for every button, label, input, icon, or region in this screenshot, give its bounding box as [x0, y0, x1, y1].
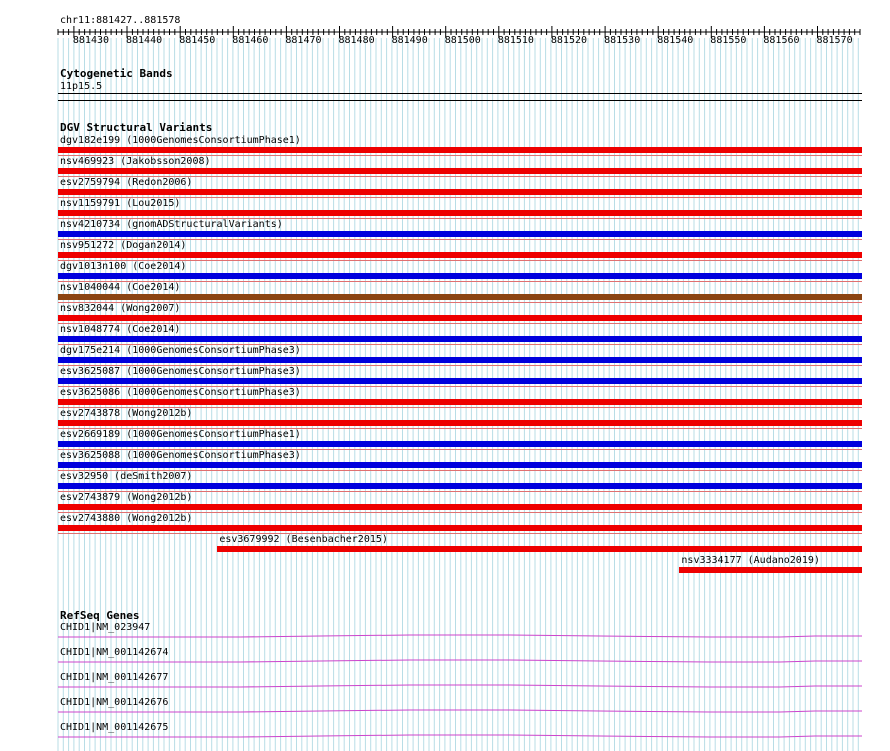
gene-label[interactable]: CHID1|NM_001142675	[60, 722, 169, 733]
cytoband-line-bottom	[58, 100, 862, 101]
ruler-tick-label: 881520	[550, 35, 588, 46]
ruler-tick-label: 881460	[232, 35, 269, 46]
variant-label[interactable]: nsv469923 (Jakobsson2008)	[60, 156, 211, 167]
variant-bar[interactable]	[58, 231, 862, 237]
variant-label[interactable]: esv3679992 (Besenbacher2015)	[219, 534, 388, 545]
gene-model[interactable]	[0, 733, 890, 741]
ruler-tick-label: 881480	[338, 35, 375, 46]
ruler-tick-label: 881490	[391, 35, 428, 46]
variant-label[interactable]: esv2743880 (Wong2012b)	[60, 513, 193, 524]
ruler-tick-label: 881440	[126, 35, 163, 46]
variant-bar[interactable]	[58, 441, 862, 447]
ruler-tick-label: 881470	[285, 35, 322, 46]
variant-bar[interactable]	[217, 546, 862, 552]
variant-bar[interactable]	[58, 273, 862, 279]
variant-bar[interactable]	[58, 399, 862, 405]
variant-bar[interactable]	[58, 420, 862, 426]
ruler-tick-label: 881510	[497, 35, 534, 46]
gene-intron-line	[58, 735, 862, 737]
gene-model[interactable]	[0, 658, 890, 666]
ruler-tick-label: 881550	[710, 35, 747, 46]
variant-label[interactable]: esv3625086 (1000GenomesConsortiumPhase3)	[60, 387, 301, 398]
variant-bar[interactable]	[58, 525, 862, 531]
ruler-tick-label: 881560	[763, 35, 800, 46]
variant-bar[interactable]	[58, 210, 862, 216]
ruler-tick-label: 881450	[179, 35, 216, 46]
variant-bar[interactable]	[58, 168, 862, 174]
variant-bar[interactable]	[58, 483, 862, 489]
variant-bar[interactable]	[58, 357, 862, 363]
ruler-tick-label: 881570	[816, 35, 853, 46]
gene-model[interactable]	[0, 683, 890, 691]
variant-row-divider	[58, 533, 862, 534]
variant-label[interactable]: nsv951272 (Dogan2014)	[60, 240, 187, 251]
dgv-track-title: DGV Structural Variants	[60, 121, 213, 134]
variant-bar[interactable]	[58, 336, 862, 342]
gene-model[interactable]	[0, 633, 890, 641]
gene-model[interactable]	[0, 708, 890, 716]
ruler-tick-label: 881430	[72, 35, 110, 46]
ruler-tick-label: 881530	[604, 35, 641, 46]
variant-label[interactable]: dgv1013n100 (Coe2014)	[60, 261, 187, 272]
variant-bar[interactable]	[58, 189, 862, 195]
variant-label[interactable]: nsv1048774 (Coe2014)	[60, 324, 181, 335]
variant-bar[interactable]	[679, 567, 862, 573]
gene-intron-line	[58, 660, 862, 662]
gene-label[interactable]: CHID1|NM_001142674	[60, 647, 169, 658]
variant-label[interactable]: esv2669189 (1000GenomesConsortiumPhase1)	[60, 429, 301, 440]
variant-bar[interactable]	[58, 462, 862, 468]
location-label: chr11:881427..881578	[60, 15, 181, 26]
variant-label[interactable]: esv3625088 (1000GenomesConsortiumPhase3)	[60, 450, 301, 461]
variant-label[interactable]: dgv175e214 (1000GenomesConsortiumPhase3)	[60, 345, 301, 356]
variant-label[interactable]: nsv832044 (Wong2007)	[60, 303, 181, 314]
variant-label[interactable]: nsv1040044 (Coe2014)	[60, 282, 181, 293]
variant-bar[interactable]	[58, 294, 862, 300]
gene-label[interactable]: CHID1|NM_023947	[60, 622, 151, 633]
gene-intron-line	[58, 710, 862, 712]
gene-label[interactable]: CHID1|NM_001142677	[60, 672, 169, 683]
ruler-tick-label: 881500	[444, 35, 481, 46]
variant-bar[interactable]	[58, 504, 862, 510]
variant-label[interactable]: nsv4210734 (gnomADStructuralVariants)	[60, 219, 283, 230]
variant-label[interactable]: esv3625087 (1000GenomesConsortiumPhase3)	[60, 366, 301, 377]
variant-label[interactable]: esv2743879 (Wong2012b)	[60, 492, 193, 503]
variant-label[interactable]: esv32950 (deSmith2007)	[60, 471, 193, 482]
gene-intron-line	[58, 685, 862, 687]
variant-bar[interactable]	[58, 315, 862, 321]
variant-label[interactable]: esv2759794 (Redon2006)	[60, 177, 193, 188]
variant-label[interactable]: dgv182e199 (1000GenomesConsortiumPhase1)	[60, 135, 301, 146]
cytoband-track-title: Cytogenetic Bands	[60, 67, 173, 80]
variant-bar[interactable]	[58, 252, 862, 258]
variant-label[interactable]: nsv3334177 (Audano2019)	[681, 555, 820, 566]
variant-label[interactable]: esv2743878 (Wong2012b)	[60, 408, 193, 419]
refseq-track-title: RefSeq Genes	[60, 609, 140, 622]
variant-bar[interactable]	[58, 147, 862, 153]
variant-label[interactable]: nsv1159791 (Lou2015)	[60, 198, 181, 209]
variant-bar[interactable]	[58, 378, 862, 384]
ruler-tick-label: 881540	[657, 35, 694, 46]
cytoband-line	[58, 93, 862, 94]
gene-label[interactable]: CHID1|NM_001142676	[60, 697, 169, 708]
gene-intron-line	[58, 635, 862, 637]
cytoband-label: 11p15.5	[60, 81, 103, 92]
